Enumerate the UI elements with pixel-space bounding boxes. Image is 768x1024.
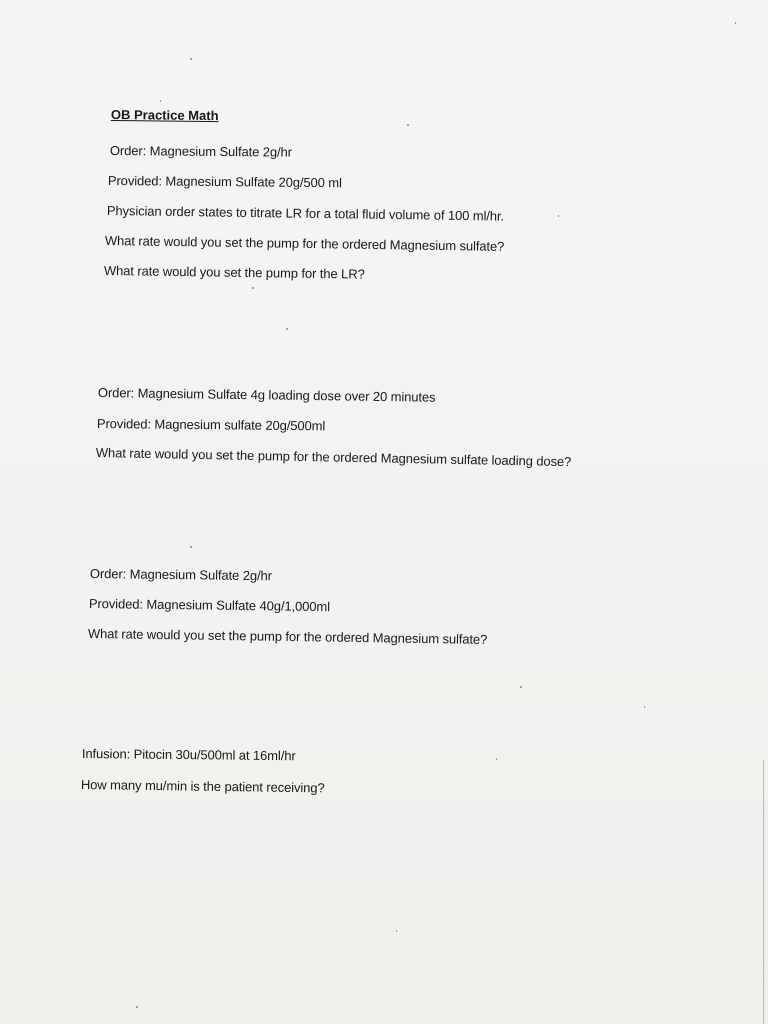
scan-speck: [520, 686, 522, 688]
scan-speck: [407, 124, 409, 126]
scan-speck: [286, 328, 288, 330]
scan-speck: [735, 22, 736, 24]
problem2-question: What rate would you set the pump for the ordered Magnesium sulfate loading dose?: [95, 445, 572, 470]
scan-speck: [190, 546, 192, 548]
scan-speck: [252, 287, 254, 289]
problem1-order: Order: Magnesium Sulfate 2g/hr: [109, 143, 292, 160]
problem2-order: Order: Magnesium Sulfate 4g loading dose over 20 minutes: [97, 385, 436, 405]
problem1-question2: What rate would you set the pump for the LR?: [103, 263, 365, 282]
problem1-question1: What rate would you set the pump for the ordered Magnesium sulfate?: [104, 233, 505, 254]
problem4-infusion: Infusion: Pitocin 30u/500ml at 16ml/hr: [81, 746, 296, 764]
scan-speck: [160, 100, 161, 102]
scan-speck: [190, 58, 192, 60]
problem3-provided: Provided: Magnesium Sulfate 40g/1,000ml: [88, 596, 331, 615]
problem3-question: What rate would you set the pump for the ordered Magnesium sulfate?: [87, 626, 488, 647]
page-title: OB Practice Math: [110, 107, 219, 124]
scan-speck: [558, 215, 559, 217]
problem1-note: Physician order states to titrate LR for a total fluid volume of 100 ml/hr.: [106, 203, 505, 224]
problem2-provided: Provided: Magnesium sulfate 20g/500ml: [96, 416, 326, 434]
problem1-provided: Provided: Magnesium Sulfate 20g/500 ml: [107, 173, 342, 191]
scan-speck: [496, 758, 497, 760]
scan-edge: [763, 760, 764, 1024]
scan-speck: [136, 1006, 138, 1008]
problem3-order: Order: Magnesium Sulfate 2g/hr: [89, 566, 272, 584]
problem4-question: How many mu/min is the patient receiving?: [80, 777, 325, 796]
scan-speck: [396, 930, 397, 932]
scan-speck: [644, 706, 645, 708]
